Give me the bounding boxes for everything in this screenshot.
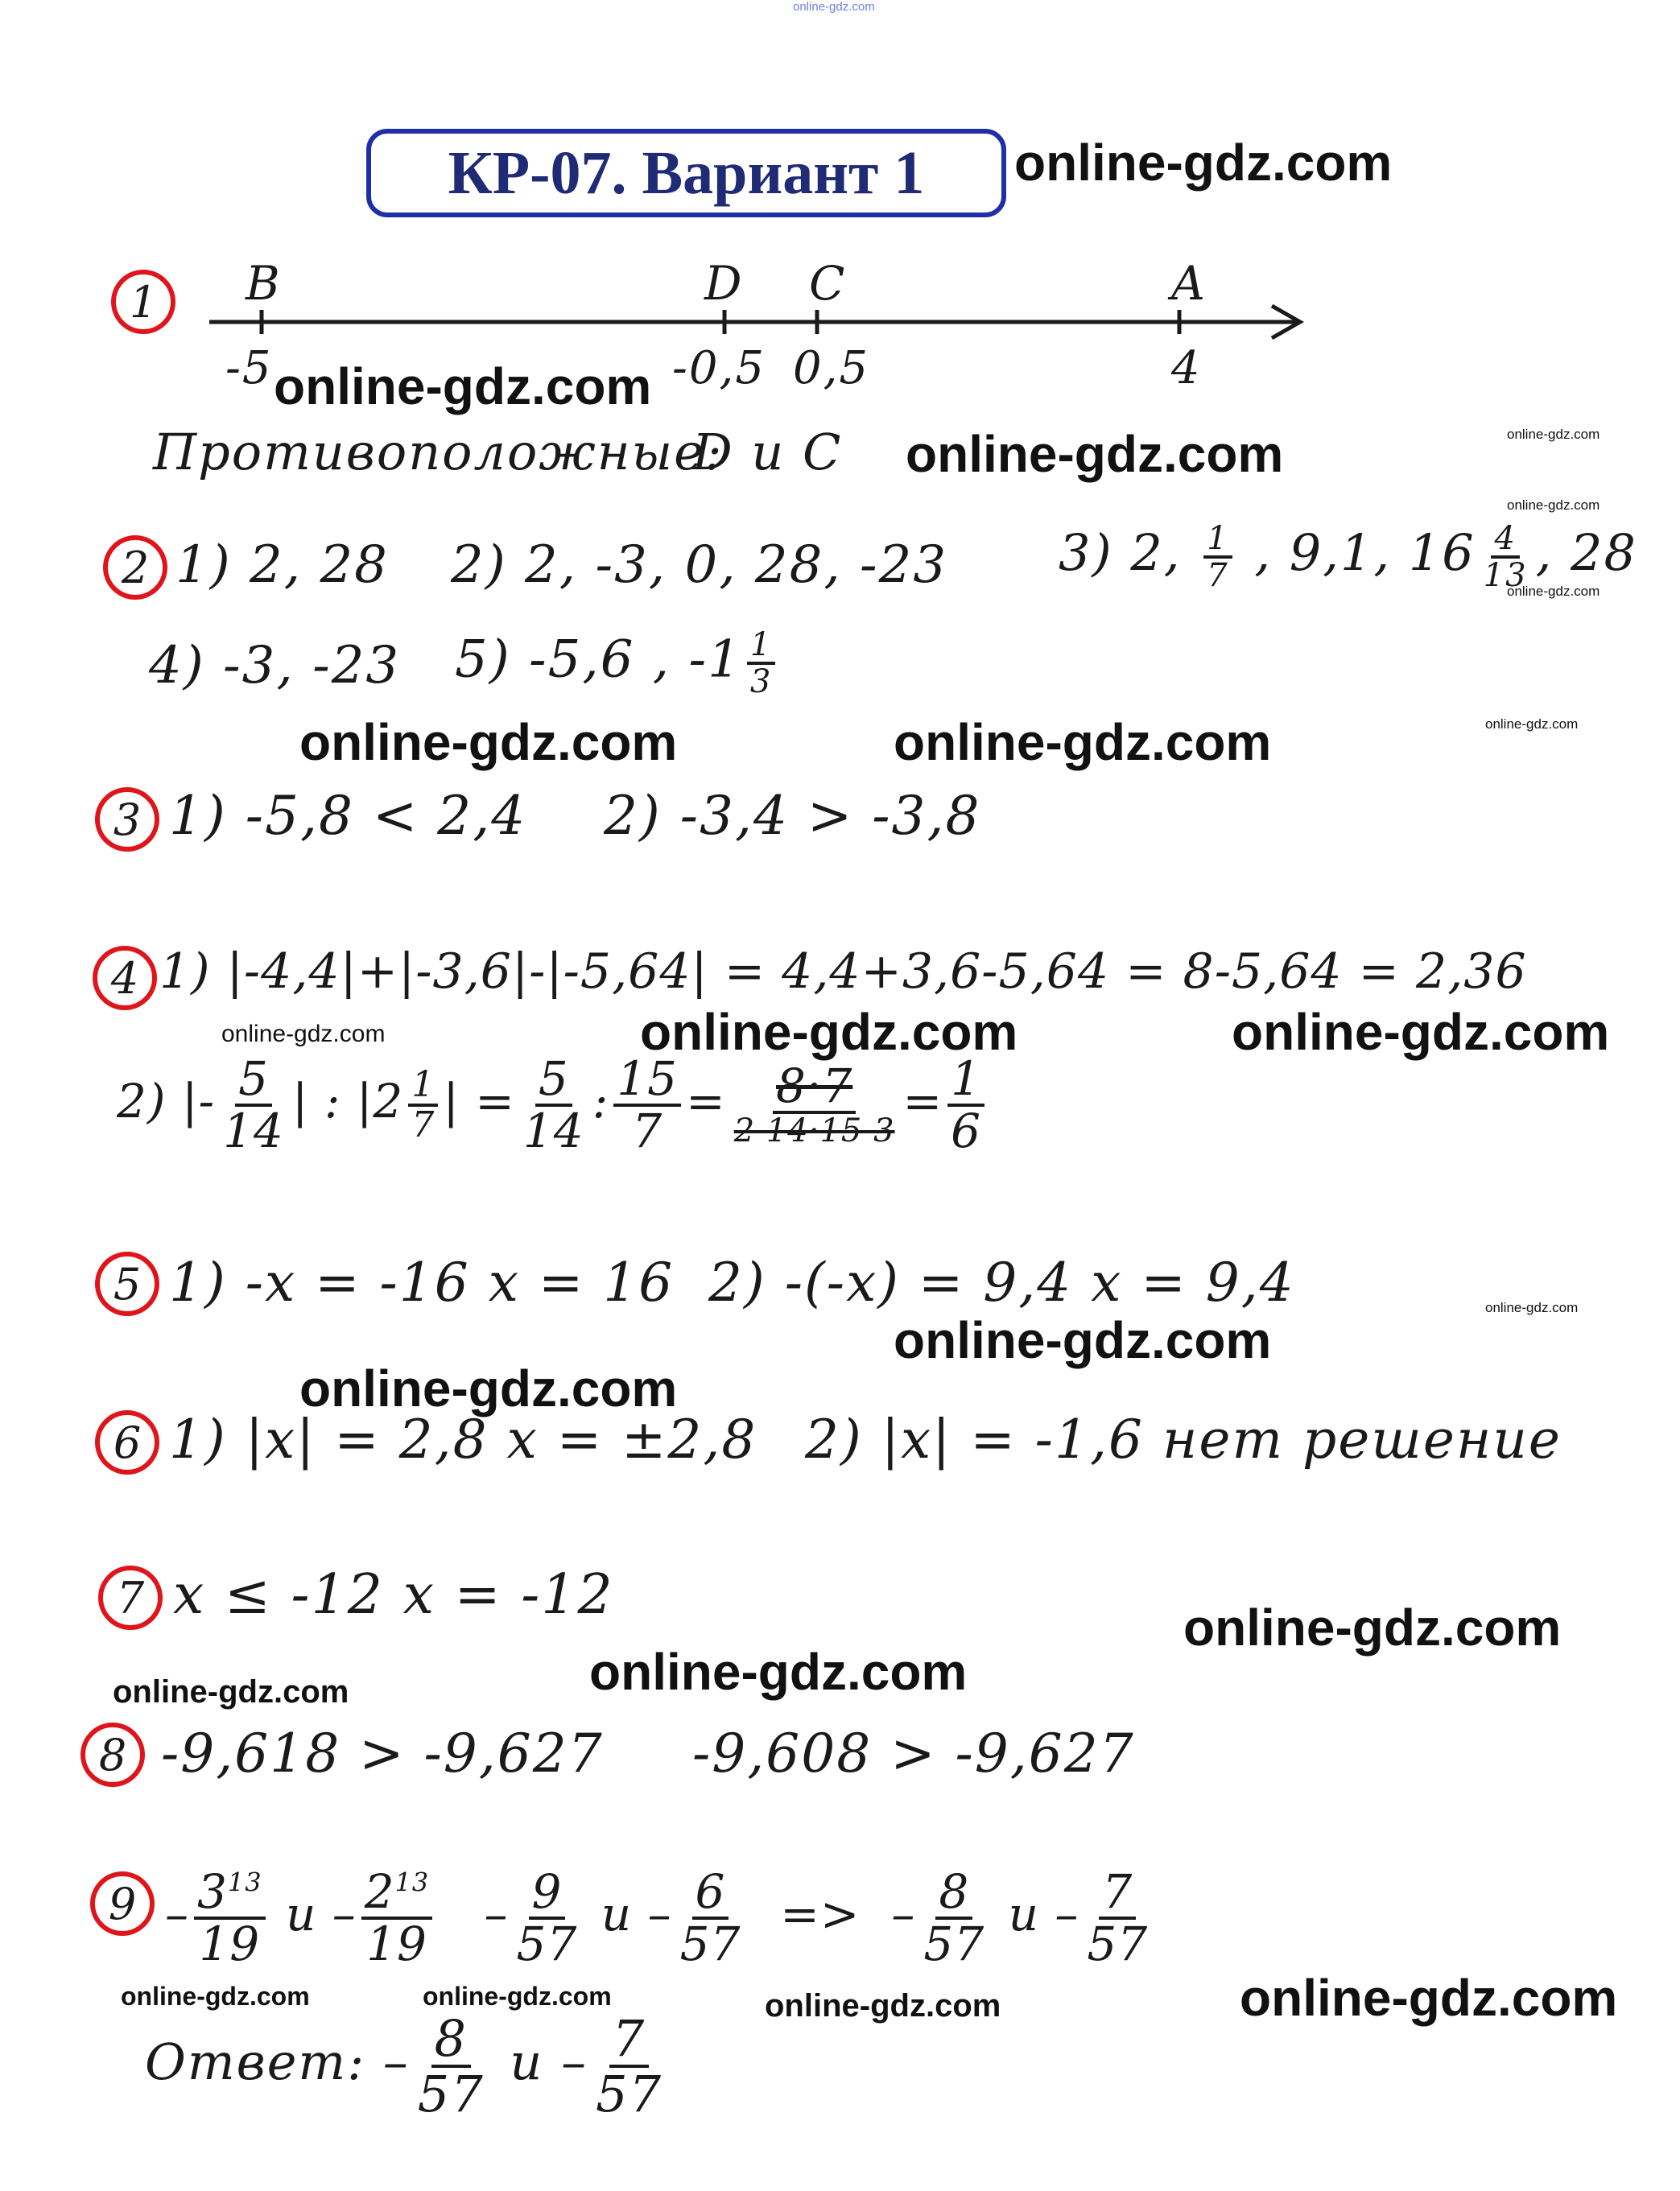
denominator: 57 <box>596 2065 663 2124</box>
task2-part3 <box>1059 522 1637 592</box>
task4-line2 <box>117 1051 989 1158</box>
denominator: 57 <box>516 1916 578 1971</box>
minus-sign: – <box>561 2032 588 2092</box>
denominator: 13 <box>1483 557 1528 594</box>
task9-answer <box>145 2009 671 2124</box>
watermark: online-gdz.com <box>765 1988 1001 2024</box>
point-letter: C <box>809 256 847 311</box>
point-value: -5 <box>225 342 273 394</box>
task-number-circle <box>90 1871 155 1936</box>
denominator: 7 <box>1207 557 1229 594</box>
numerator: 8 <box>935 1867 972 1920</box>
fraction <box>514 1864 581 1971</box>
task-number-circle <box>98 1566 163 1630</box>
task5-part2: 2) -(-x) = 9,4 x = 9,4 <box>708 1252 1295 1314</box>
task-number-circle <box>111 270 175 334</box>
watermark-small: online-gdz.com <box>1507 427 1600 442</box>
task1-answer-value: D и C <box>692 423 843 481</box>
task6-part2: 2) |x| = -1,6 нет решение <box>805 1409 1562 1471</box>
task4-line1: 1) |-4,4|+|-3,6|-|-5,64| = 4,4+3,6-5,64 = 8-5,64 = 2,36 <box>159 943 1527 1000</box>
numerator-value: 2 <box>364 1864 395 1919</box>
fraction <box>1203 522 1232 592</box>
denominator: 57 <box>923 1916 985 1971</box>
task2-part5-prefix: 5) -5,6 , -1 <box>455 629 742 690</box>
watermark: online-gdz.com <box>1240 1969 1618 2027</box>
fraction <box>731 1058 898 1150</box>
conjunction: и <box>510 2032 544 2092</box>
expr-part: = <box>686 1073 726 1129</box>
numerator: 8·7 <box>773 1062 856 1114</box>
point-value: 0,5 <box>793 342 870 394</box>
numerator: 1 <box>747 628 775 665</box>
fraction <box>677 1864 745 1971</box>
task7-part1: x ≤ -12 x = -12 <box>173 1563 614 1627</box>
minus-sign: – <box>484 1886 509 1941</box>
task-number: 5 <box>113 1258 142 1310</box>
fraction <box>408 1063 438 1145</box>
fraction <box>361 1864 433 1971</box>
point-value: -0,5 <box>672 342 766 394</box>
watermark: online-gdz.com <box>1183 1599 1562 1657</box>
task-number-circle <box>103 535 167 600</box>
denominator: 57 <box>679 1916 741 1971</box>
watermark: online-gdz.com <box>894 1311 1272 1369</box>
task2-part3-prefix: 3) 2, <box>1059 523 1182 583</box>
conjunction: и <box>285 1886 317 1941</box>
task2-part4: 4) -3, -23 <box>149 636 401 695</box>
watermark: online-gdz.com <box>906 425 1284 483</box>
numerator: 8 <box>431 2012 471 2068</box>
conjunction: и <box>601 1886 633 1941</box>
numerator: 4 <box>1491 522 1519 559</box>
minus-sign: – <box>891 1886 916 1941</box>
multiplier: 13 <box>227 1867 262 1898</box>
fraction <box>613 1051 681 1158</box>
task8-part2: -9,608 > -9,627 <box>692 1723 1135 1785</box>
page-title: КР-07. Вариант 1 <box>448 138 925 207</box>
task3-part2: 2) -3,4 > -3,8 <box>604 785 981 847</box>
fraction <box>1480 522 1531 592</box>
watermark: online-gdz.com <box>299 713 678 771</box>
expr-part: | = <box>443 1073 515 1129</box>
watermark-small: online-gdz.com <box>1507 584 1600 599</box>
task2-part3-suffix: , 28 <box>1535 523 1637 583</box>
minus-sign: – <box>647 1886 672 1941</box>
point-letter: A <box>1171 256 1207 311</box>
task2-part5 <box>455 628 780 699</box>
denominator: 6 <box>951 1103 982 1158</box>
numerator <box>194 1864 266 1920</box>
minus-sign: – <box>382 2032 410 2092</box>
watermark: online-gdz.com <box>1232 1003 1610 1061</box>
numerator <box>361 1864 433 1920</box>
fraction <box>747 628 775 699</box>
task2-part2: 2) 2, -3, 0, 28, -23 <box>451 535 948 595</box>
task-number: 6 <box>113 1417 142 1468</box>
task-number-circle <box>93 946 157 1010</box>
watermark-small: online-gdz.com <box>1485 1300 1579 1315</box>
denominator: 14 <box>223 1103 284 1158</box>
numerator: 7 <box>1099 1867 1136 1920</box>
header-watermark: online-gdz.com <box>793 0 875 14</box>
task8-part1: -9,618 > -9,627 <box>161 1723 604 1785</box>
fraction <box>947 1051 984 1158</box>
watermark-small: online-gdz.com <box>221 1021 386 1047</box>
expr-part: 2) |- <box>117 1073 216 1129</box>
denominator: 19 <box>199 1916 261 1971</box>
task5-part1: 1) -x = -16 x = 16 <box>169 1252 675 1314</box>
watermark: online-gdz.com <box>589 1643 968 1701</box>
watermark: online-gdz.com <box>894 713 1272 771</box>
numerator-value: 3 <box>197 1864 228 1919</box>
fraction <box>415 2009 488 2124</box>
task1-answer-label: Противоположные: <box>153 423 724 481</box>
fraction <box>194 1864 266 1971</box>
numerator: 5 <box>535 1054 572 1107</box>
watermark: online-gdz.com <box>299 1360 678 1417</box>
denominator: 7 <box>411 1104 435 1145</box>
task-number: 1 <box>129 276 158 328</box>
conjunction: и <box>1008 1886 1039 1941</box>
denominator: 57 <box>1087 1916 1149 1971</box>
numerator: 1 <box>408 1067 438 1107</box>
task-number-circle <box>95 787 159 852</box>
expr-part: : <box>592 1073 609 1129</box>
denominator: 14 <box>522 1103 584 1158</box>
implies-arrow: => <box>780 1886 861 1941</box>
task-number: 7 <box>116 1572 145 1624</box>
task-number: 2 <box>121 542 150 593</box>
task2-part3-mid: , 9,1, 16 <box>1254 523 1476 583</box>
denominator: 3 <box>749 663 773 700</box>
numerator: 1 <box>1203 522 1232 559</box>
watermark: online-gdz.com <box>1014 134 1393 192</box>
numerator: 9 <box>529 1867 566 1920</box>
fraction <box>1084 1864 1151 1971</box>
task-number-circle <box>95 1410 159 1475</box>
task3-part1: 1) -5,8 < 2,4 <box>169 785 527 847</box>
watermark: online-gdz.com <box>113 1674 349 1710</box>
denominator: 57 <box>417 2065 485 2124</box>
minus-sign: – <box>1055 1886 1079 1941</box>
watermark-small: online-gdz.com <box>1485 716 1579 732</box>
task-number: 9 <box>108 1878 137 1929</box>
task-number-circle <box>80 1723 145 1787</box>
watermark: online-gdz.com <box>423 1982 612 2011</box>
minus-sign: – <box>332 1886 357 1941</box>
numerator: 6 <box>692 1867 729 1920</box>
point-value: 4 <box>1171 342 1202 394</box>
watermark: online-gdz.com <box>274 357 652 415</box>
numerator: 1 <box>947 1054 984 1107</box>
watermark-small: online-gdz.com <box>1507 497 1600 513</box>
denominator: 7 <box>632 1103 663 1158</box>
task-number: 8 <box>98 1729 127 1780</box>
task2-part1: 1) 2, 28 <box>175 535 389 595</box>
numerator: 5 <box>235 1054 272 1107</box>
minus-sign: – <box>165 1886 189 1941</box>
fraction <box>920 1864 988 1971</box>
numerator: 15 <box>613 1054 681 1107</box>
task6-part1: 1) |x| = 2,8 x = ±2,8 <box>169 1409 757 1471</box>
fraction <box>220 1051 287 1158</box>
task-number-circle <box>95 1252 159 1316</box>
watermark: online-gdz.com <box>121 1982 310 2011</box>
point-letter: D <box>704 256 744 311</box>
watermark: online-gdz.com <box>640 1003 1018 1061</box>
point-letter: B <box>246 256 282 311</box>
expr-part: = <box>902 1073 943 1129</box>
task9-expression <box>165 1864 1156 1971</box>
task-number: 4 <box>110 952 139 1004</box>
multiplier: 13 <box>394 1867 430 1898</box>
expr-part: | : |2 <box>291 1073 404 1129</box>
numerator: 7 <box>609 2012 649 2068</box>
title-box <box>366 129 1006 217</box>
fraction <box>520 1051 588 1158</box>
denominator: 19 <box>366 1916 427 1971</box>
denominator: 2 14·15 3 <box>733 1112 895 1150</box>
fraction <box>592 2009 666 2124</box>
answer-label: Ответ: <box>145 2032 366 2092</box>
task-number: 3 <box>113 794 142 845</box>
